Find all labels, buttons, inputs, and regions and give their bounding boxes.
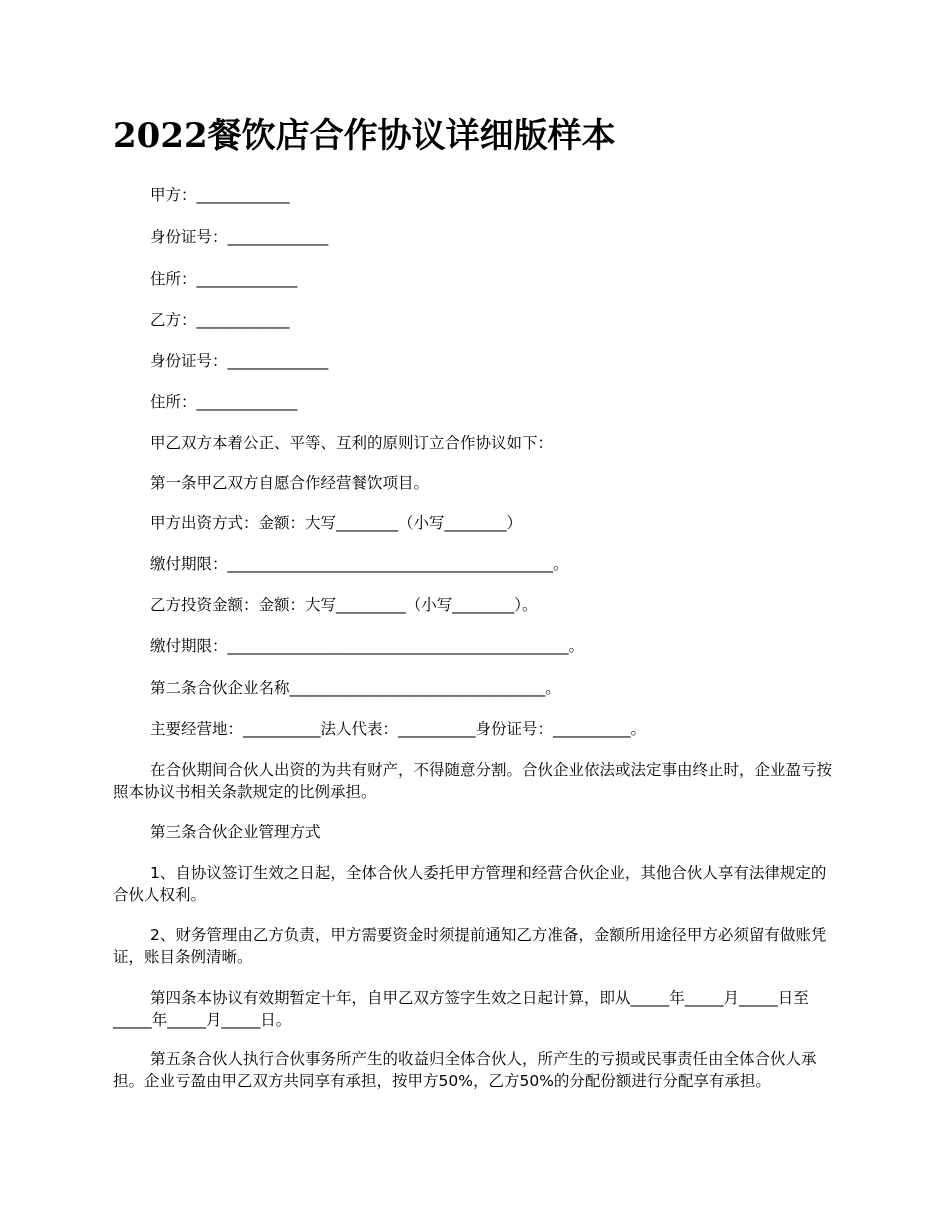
party-b-investment-line: 乙方投资金额：金额：大写_________（小写________）。: [150, 596, 538, 614]
agreement-intro-line: 甲乙双方本着公正、平等、互利的原则订立合作协议如下：: [150, 434, 554, 452]
article-two-line: 第二条合伙企业名称_________________________________。: [150, 679, 561, 697]
party-b-payment-deadline-line: 缴付期限：____________________________________________。: [150, 637, 585, 655]
article-three-heading: 第三条合伙企业管理方式: [150, 823, 321, 841]
party-a-investment-line: 甲方出资方式：金额：大写________（小写________）: [150, 514, 523, 532]
party-b-address-line: 住所：_____________: [150, 393, 298, 411]
party-a-payment-deadline-line: 缴付期限：__________________________________________。: [150, 555, 569, 573]
business-location-line: 主要经营地：__________法人代表：__________身份证号：__________。: [150, 720, 647, 738]
management-clause-1: 1、自协议签订生效之日起，全体合伙人委托甲方管理和经营合伙企业，其他合伙人享有法律规定的合伙人权利。: [113, 864, 827, 904]
party-b-id-line: 身份证号：_____________: [150, 352, 329, 370]
article-one-line: 第一条甲乙双方自愿合作经营餐饮项目。: [150, 474, 430, 492]
party-a-address-line: 住所：_____________: [150, 270, 298, 288]
management-clause-2: 2、财务管理由乙方负责，甲方需要资金时须提前通知乙方准备，金额所用途径甲方必须留有做账凭证，账目条例清晰。: [113, 926, 827, 966]
party-a-id-line: 身份证号：_____________: [150, 228, 329, 246]
party-a-name-line: 甲方：____________: [150, 186, 290, 204]
shared-assets-paragraph: 在合伙期间合伙人出资的为共有财产，不得随意分割。合伙企业依法或法定事由终止时，企业盈亏按照本协议书相关条款规定的比例承担。: [113, 761, 833, 801]
article-four-paragraph: 第四条本协议有效期暂定十年，自甲乙双方签字生效之日起计算，即从_____年_____月_____日至_____年_____月_____日。: [113, 989, 809, 1029]
document-title: 2022餐饮店合作协议详细版样本: [113, 116, 616, 156]
article-five-paragraph: 第五条合伙人执行合伙事务所产生的收益归全体合伙人，所产生的亏损或民事责任由全体合伙人承担。企业亏盈由甲乙双方共同享有承担，按甲方50%，乙方50%的分配份额进行分配享有承担。: [113, 1050, 817, 1090]
party-b-name-line: 乙方：____________: [150, 311, 290, 329]
